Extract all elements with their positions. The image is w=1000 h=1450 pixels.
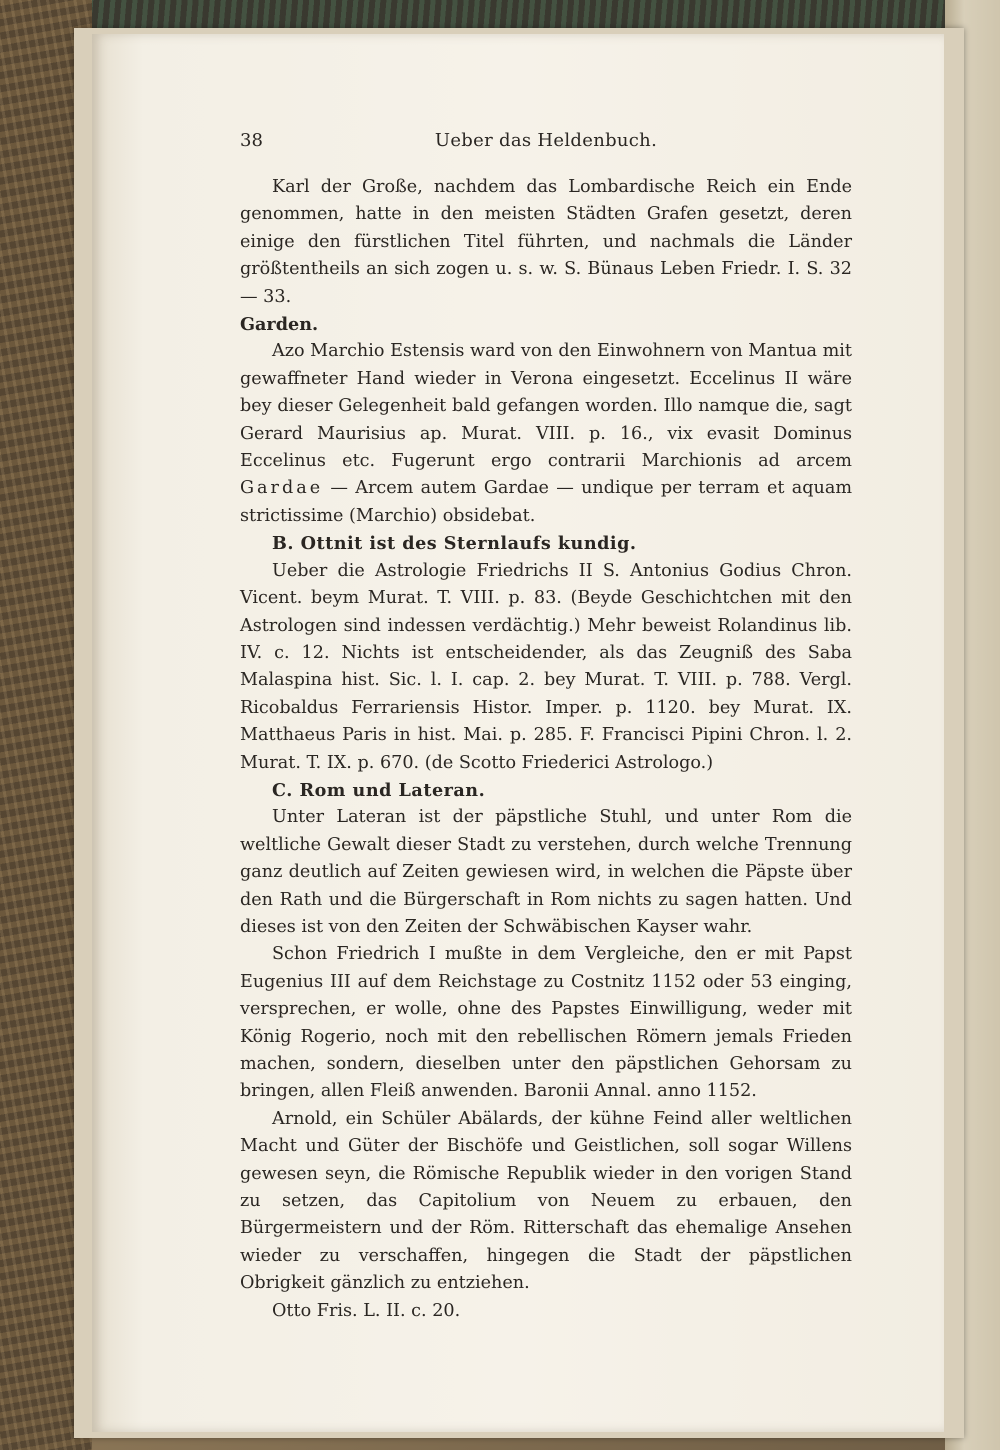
book-page (92, 34, 944, 1432)
paragraph-arnold: Arnold, ein Schüler Abälards, der kühne Feind aller weltlichen Macht und Güter der Bischöfe und Geistlichen, soll sogar Willens gewesen seyn, die Römische Republik wieder in den vorigen Stand zu setzen, das Capitolium von Neuem zu erbauen, den Bürgermeistern und der Röm. Ritterschaft das ehemalige Ansehen wieder zu verschaffen, hingegen die Stadt der päpstlichen Obrigkeit gänzlich zu entziehen. (240, 1108, 852, 1294)
paragraph-karl: Karl der Große, nachdem das Lombardische Reich ein Ende genommen, hatte in den meisten Städten Grafen gesetzt, deren einige den fürstlichen Titel führten, und nachmals die Länder größtentheils an sich zogen u. s. w. S. Bünaus Leben Friedr. I. S. 32 — 33. (240, 177, 852, 307)
running-head (240, 130, 852, 164)
running-title: Ueber das Heldenbuch. (434, 130, 658, 151)
paragraph-lateran: Unter Lateran ist der päpstliche Stuhl, und unter Rom die weltliche Gewalt dieser Stadt zu verstehen, durch welche Trennung ganz deutlich auf Zeiten gewiesen wird, in welchen die Päpste über den Rath und die Bürgerschaft in Rom nichts zu sagen hatten. Und dieses ist von den Zeiten der Schwäbischen Kayser wahr. (240, 807, 852, 937)
section-heading-b: B. Ottnit ist des Sternlaufs kundig. (272, 533, 637, 555)
citation-otto: Otto Fris. L. II. c. 20. (272, 1300, 461, 1321)
gardae-spaced: Gardae (240, 478, 324, 499)
azo-text-end: — Arcem autem Gardae — undique per terram et aquam strictissime (Marchio) obsidebat. (240, 478, 853, 526)
body-text (240, 174, 852, 1325)
paragraph-garden-label: Garden. (240, 314, 319, 336)
page-number: 38 (240, 130, 263, 151)
paragraph-azo (240, 338, 852, 530)
azo-text: Azo Marchio Estensis ward von den Einwohnern von Mantua mit gewaffneter Hand wieder in Verona eingesetzt. Eccelinus II wäre bey dieser Gelegenheit bald gefangen worden. Illo namque die, sagt Gerard Maurisius ap. Murat. VIII. p. 16., vix evasit Dominus Eccelinus etc. Fugerunt ergo contrarii Marchionis ad arcem (240, 341, 852, 472)
paragraph-friedrich: Schon Friedrich I mußte in dem Vergleiche, den er mit Papst Eugenius III auf dem Reichstage zu Costnitz 1152 oder 53 einging, versprechen, er wolle, ohne des Papstes Einwilligung, weder mit König Rogerio, noch mit den rebellischen Römern jemals Frieden machen, sondern, dieselben unter den päpstlichen Gehorsam zu bringen, allen Fleiß anwenden. Baronii Annal. anno 1152. (240, 944, 852, 1102)
paragraph-astrologie: Ueber die Astrologie Friedrichs II S. Antonius Godius Chron. Vicent. beym Murat. T. VIII. p. 83. (Beyde Geschichtchen mit den Astrologen sind indessen verdächtig.) Mehr beweist Rolandinus lib. IV. c. 12. Nichts ist entscheidender, als das Zeugniß des Saba Malaspina hist. Sic. l. I. cap. 2. bey Murat. T. VIII. p. 788. Vergl. Ricobaldus Ferrariensis Histor. Imper. p. 1120. bey Murat. IX. Matthaeus Paris in hist. Mai. p. 285. F. Francisci Pipini Chron. l. 2. Murat. T. IX. p. 670. (de Scotto Friederici Astrologo.) (240, 560, 852, 773)
section-heading-c: C. Rom und Lateran. (272, 779, 486, 801)
page-content (240, 130, 852, 1325)
